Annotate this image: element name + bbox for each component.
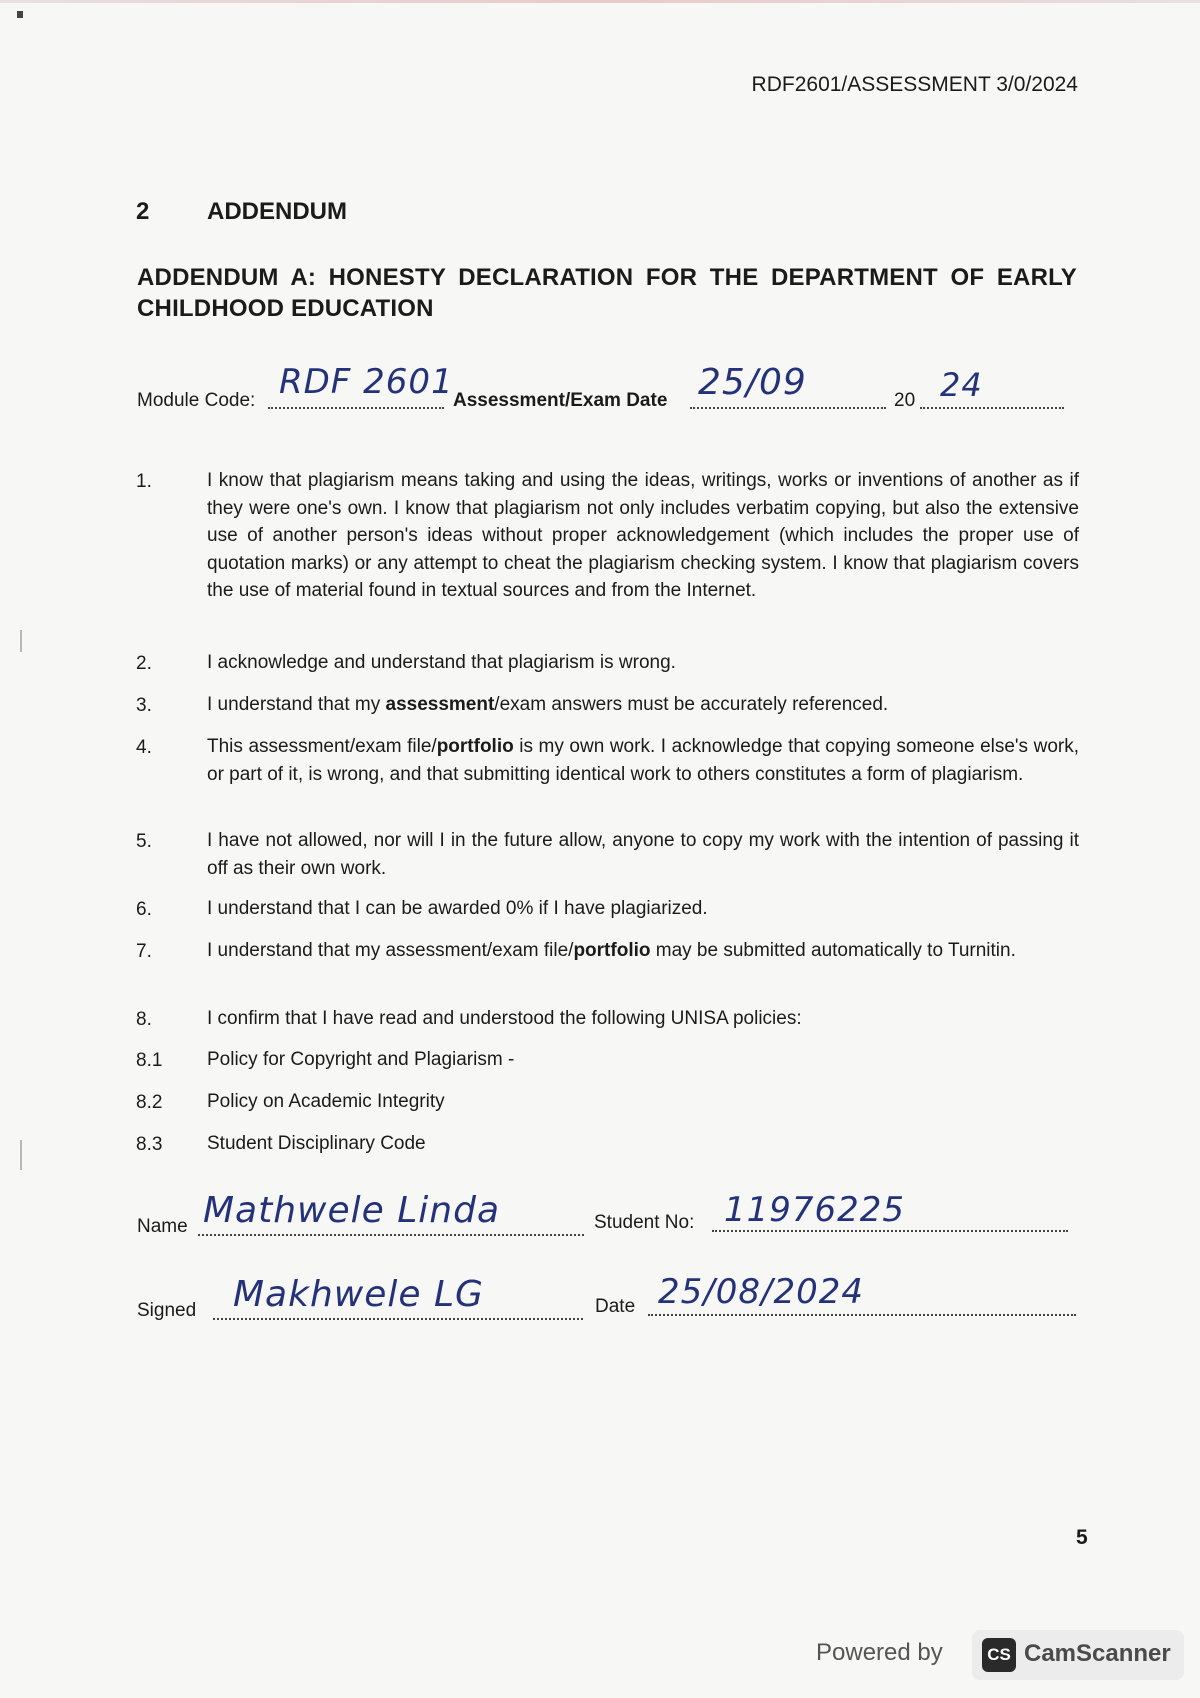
signed-date-value[interactable]: 25/08/2024 [658,1272,864,1312]
year-prefix: 20 [894,390,916,411]
module-code-label: Module Code: [137,390,256,411]
item-text: This assessment/exam file/portfolio is my own work. I acknowledge that copying someone else's work, or part of it, is wrong, and that submitting identical work to others constitutes a form of plagiarism. [207,736,1079,785]
student-no-value[interactable]: 11976225 [724,1190,906,1230]
module-code-value[interactable]: RDF 2601 [279,362,454,402]
item-number: 3. [136,695,152,716]
section-number: 2 [136,198,150,225]
student-no-label: Student No: [594,1212,695,1233]
scan-corner-mark [17,11,23,18]
camscanner-logo-icon: CS [982,1638,1016,1672]
item-number: 1. [136,471,152,492]
addendum-title: ADDENDUM A: HONESTY DECLARATION FOR THE DEPARTMENT OF EARLY CHILDHOOD EDUCATION [137,264,1077,322]
dotted-line [712,1230,1068,1232]
item-number: 7. [136,941,152,962]
signed-date-label: Date [595,1296,636,1317]
item-text: I understand that my assessment/exam answers must be accurately referenced. [207,694,889,715]
item-number: 2. [136,653,152,674]
item-number: 8.3 [136,1134,163,1155]
camscanner-brand: CamScanner [1024,1640,1171,1667]
signed-label: Signed [137,1300,197,1321]
item-number: 8.1 [136,1050,163,1071]
name-value[interactable]: Mathwele Linda [203,1190,501,1231]
item-text: Policy for Copyright and Plagiarism - [207,1049,515,1070]
scan-edge-mark [20,630,22,652]
page-number: 5 [1076,1526,1088,1549]
year-value[interactable]: 24 [940,366,983,404]
exam-date-label: Assessment/Exam Date [453,390,668,411]
dotted-line [213,1318,583,1320]
item-text: I acknowledge and understand that plagiarism is wrong. [207,652,676,673]
item-number: 5. [136,831,152,852]
item-text: Policy on Academic Integrity [207,1091,445,1112]
item-text: I have not allowed, nor will I in the future allow, anyone to copy my work with the intention of passing it off as their own work. [207,830,1079,879]
dotted-line [268,407,444,409]
exam-date-value[interactable]: 25/09 [698,362,807,403]
item-text: I understand that my assessment/exam file/portfolio may be submitted automatically to Turnitin. [207,940,1016,961]
item-text: I confirm that I have read and understood the following UNISA policies: [207,1008,802,1029]
scan-edge-mark [20,1140,22,1170]
item-number: 4. [136,737,152,758]
powered-by-text: Powered by [816,1639,943,1666]
section-title: ADDENDUM [207,198,347,225]
camscanner-logo-box [972,1630,1184,1680]
scan-top-edge [0,0,1200,3]
item-number: 8.2 [136,1092,163,1113]
item-text: I understand that I can be awarded 0% if I have plagiarized. [207,898,708,919]
dotted-line [920,407,1064,409]
assessment-reference: RDF2601/ASSESSMENT 3/0/2024 [751,73,1078,96]
dotted-line [648,1314,1076,1316]
item-number: 6. [136,899,152,920]
item-number: 8. [136,1009,152,1030]
dotted-line [690,407,886,409]
signature-value[interactable]: Makhwele LG [233,1274,484,1315]
item-text: Student Disciplinary Code [207,1133,426,1154]
dotted-line [198,1234,584,1236]
camscanner-watermark [816,1626,1186,1684]
name-label: Name [137,1216,188,1237]
item-text: I know that plagiarism means taking and using the ideas, writings, works or inventions of another as if they were one's own. I know that plagiarism not only includes verbatim copying, but also the extensive use of another person's ideas without proper acknowledgement (which includes the proper use of quotation marks) or any attempt to cheat the plagiarism checking system. I know that plagiarism covers the use of material found in textual sources and from the Internet. [207,470,1079,601]
